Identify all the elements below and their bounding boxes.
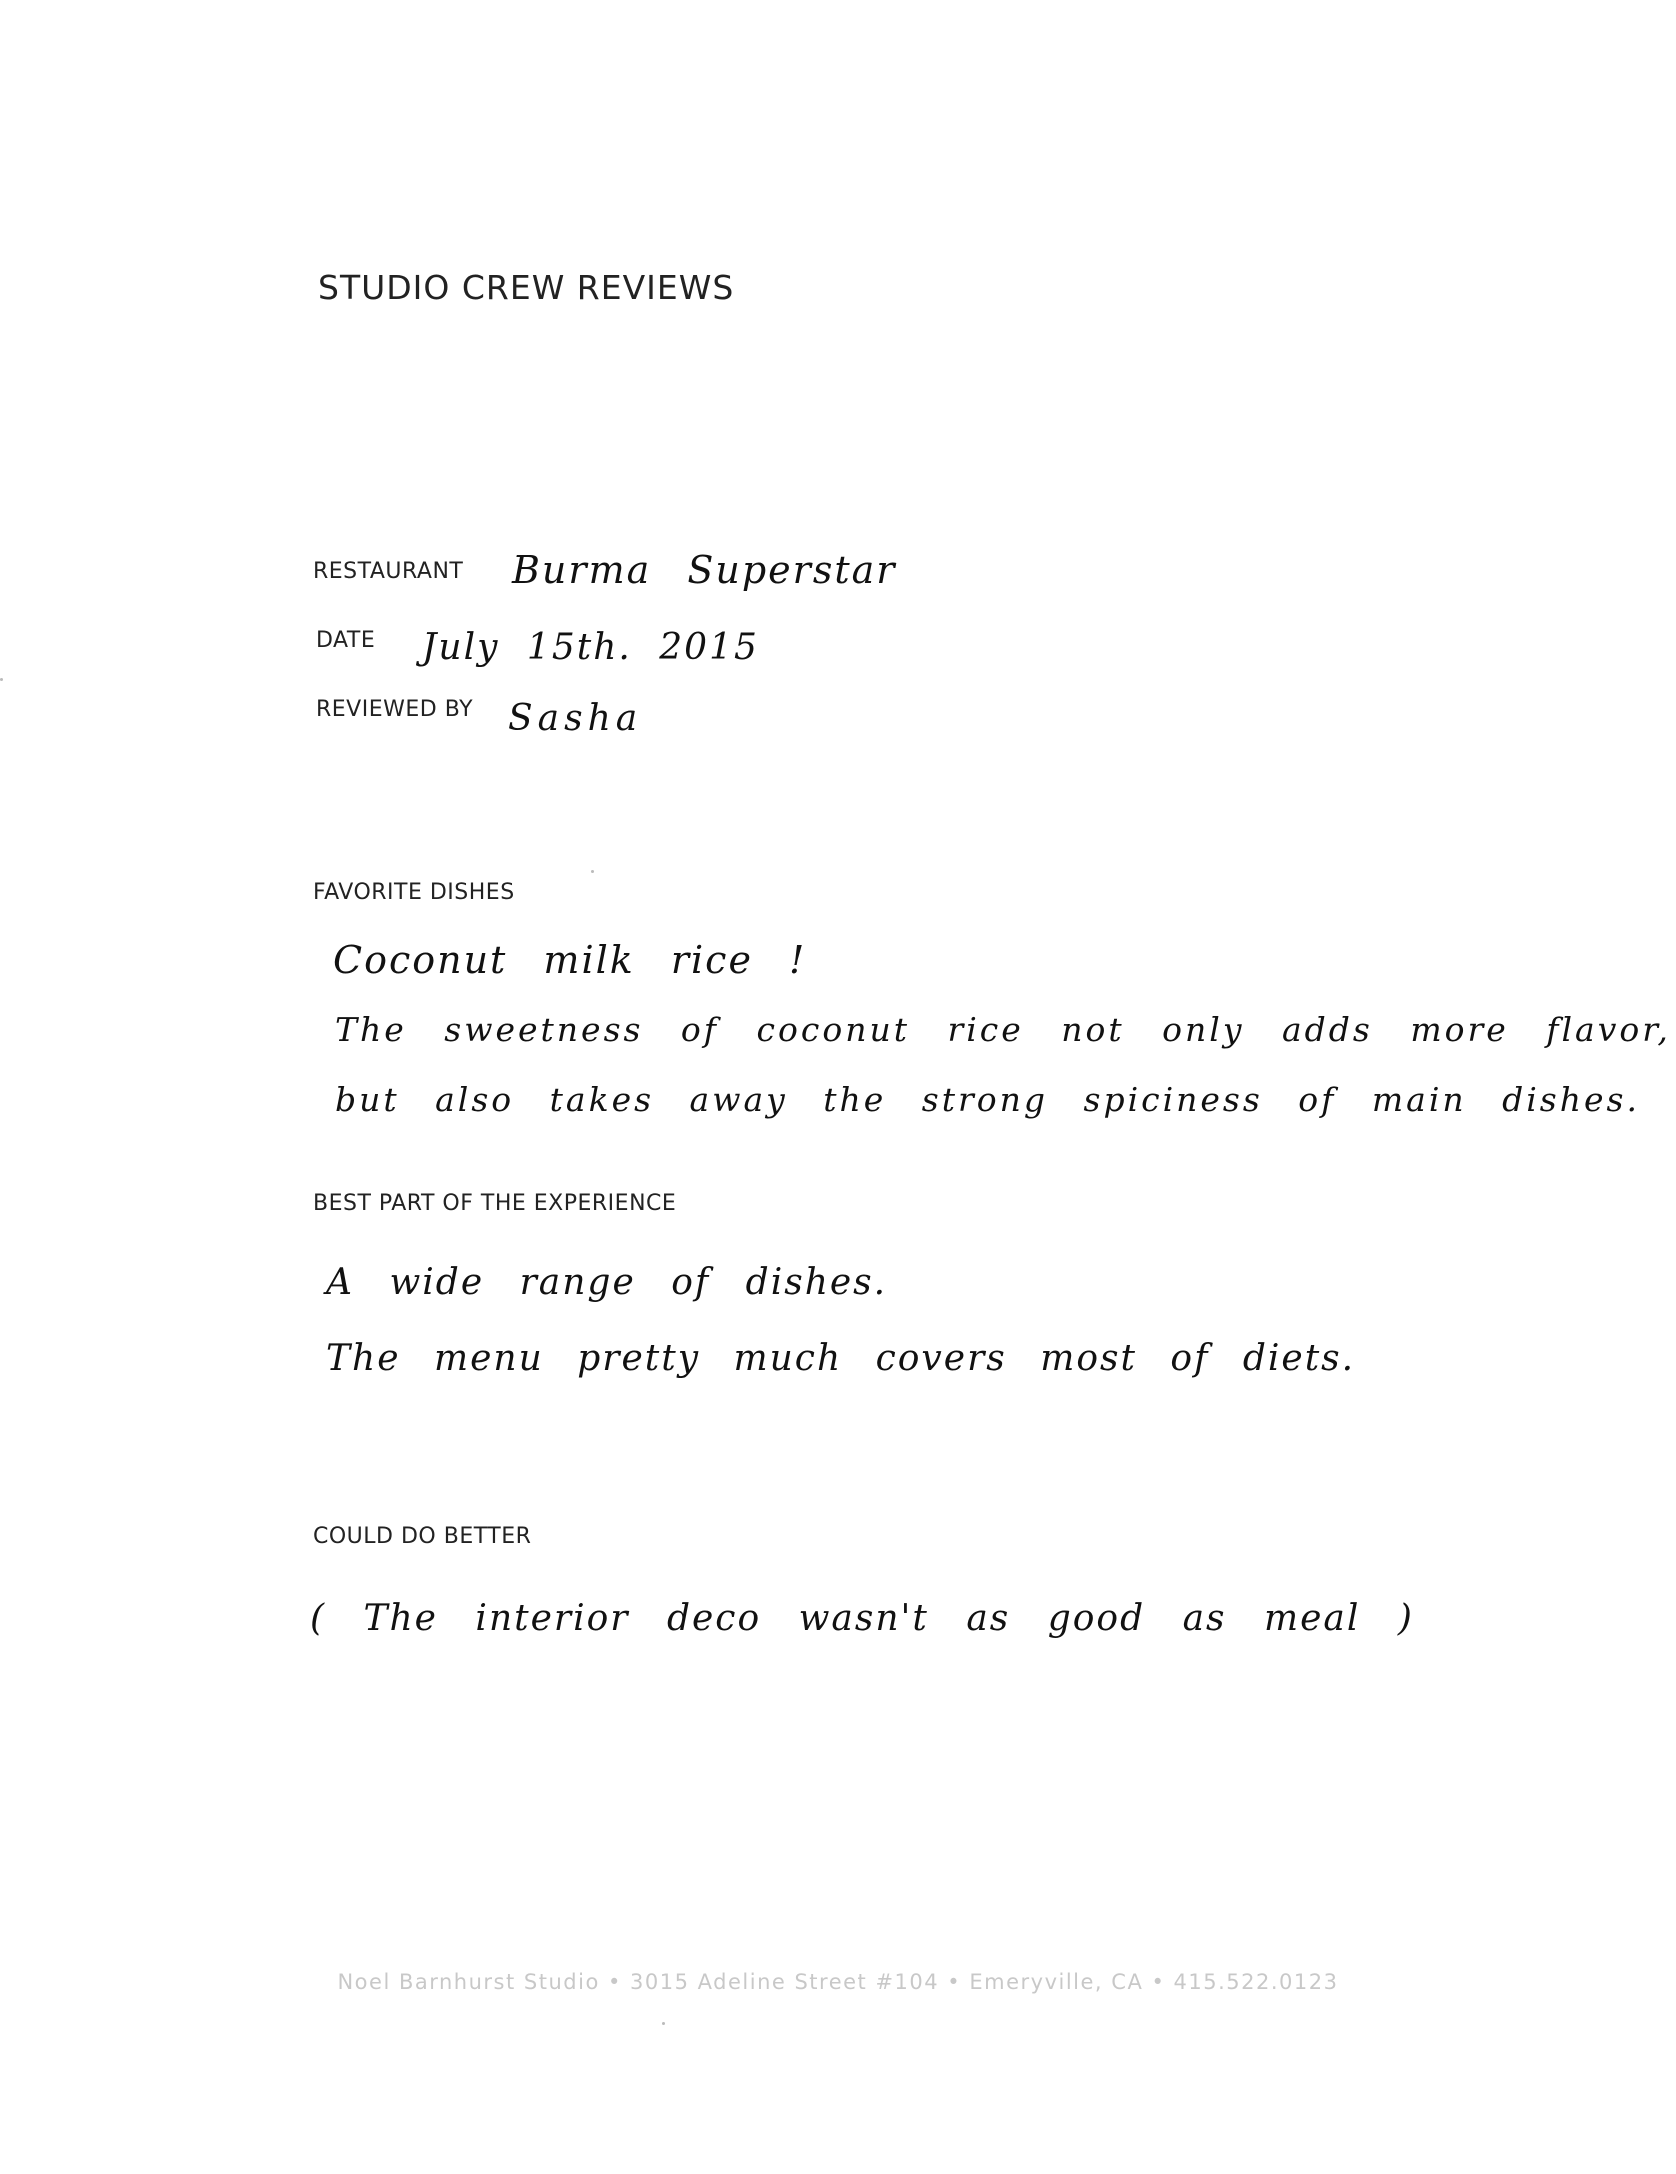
restaurant-value: Burma Superstar (512, 548, 897, 592)
best-part-line-1: A wide range of dishes. (326, 1262, 888, 1303)
best-part-label: BEST PART OF THE EXPERIENCE (313, 1191, 677, 1216)
restaurant-label: RESTAURANT (313, 559, 464, 584)
studio-footer: Noel Barnhurst Studio • 3015 Adeline Street #104 • Emeryville, CA • 415.522.0123 (337, 1970, 1339, 1994)
page-title: STUDIO CREW REVIEWS (318, 268, 735, 307)
reviewer-label: REVIEWED BY (316, 697, 474, 722)
scan-speck (662, 2022, 665, 2025)
reviewer-value: Sasha (508, 698, 643, 739)
favorite-dishes-label: FAVORITE DISHES (313, 880, 515, 905)
date-label: DATE (316, 628, 376, 653)
could-do-better-line-1: ( The interior deco wasn't as good as meal ) (310, 1598, 1414, 1639)
scan-speck (591, 870, 594, 873)
best-part-line-2: The menu pretty much covers most of diets. (326, 1338, 1356, 1379)
could-do-better-label: COULD DO BETTER (313, 1524, 532, 1549)
favorite-dishes-line-1: Coconut milk rice ! (333, 938, 807, 982)
favorite-dishes-line-3: but also takes away the strong spiciness of main dishes. (335, 1080, 1640, 1119)
scan-speck (0, 678, 3, 681)
date-value: July 15th. 2015 (422, 627, 759, 668)
favorite-dishes-line-2: The sweetness of coconut rice not only adds more flavor, (335, 1010, 1671, 1049)
